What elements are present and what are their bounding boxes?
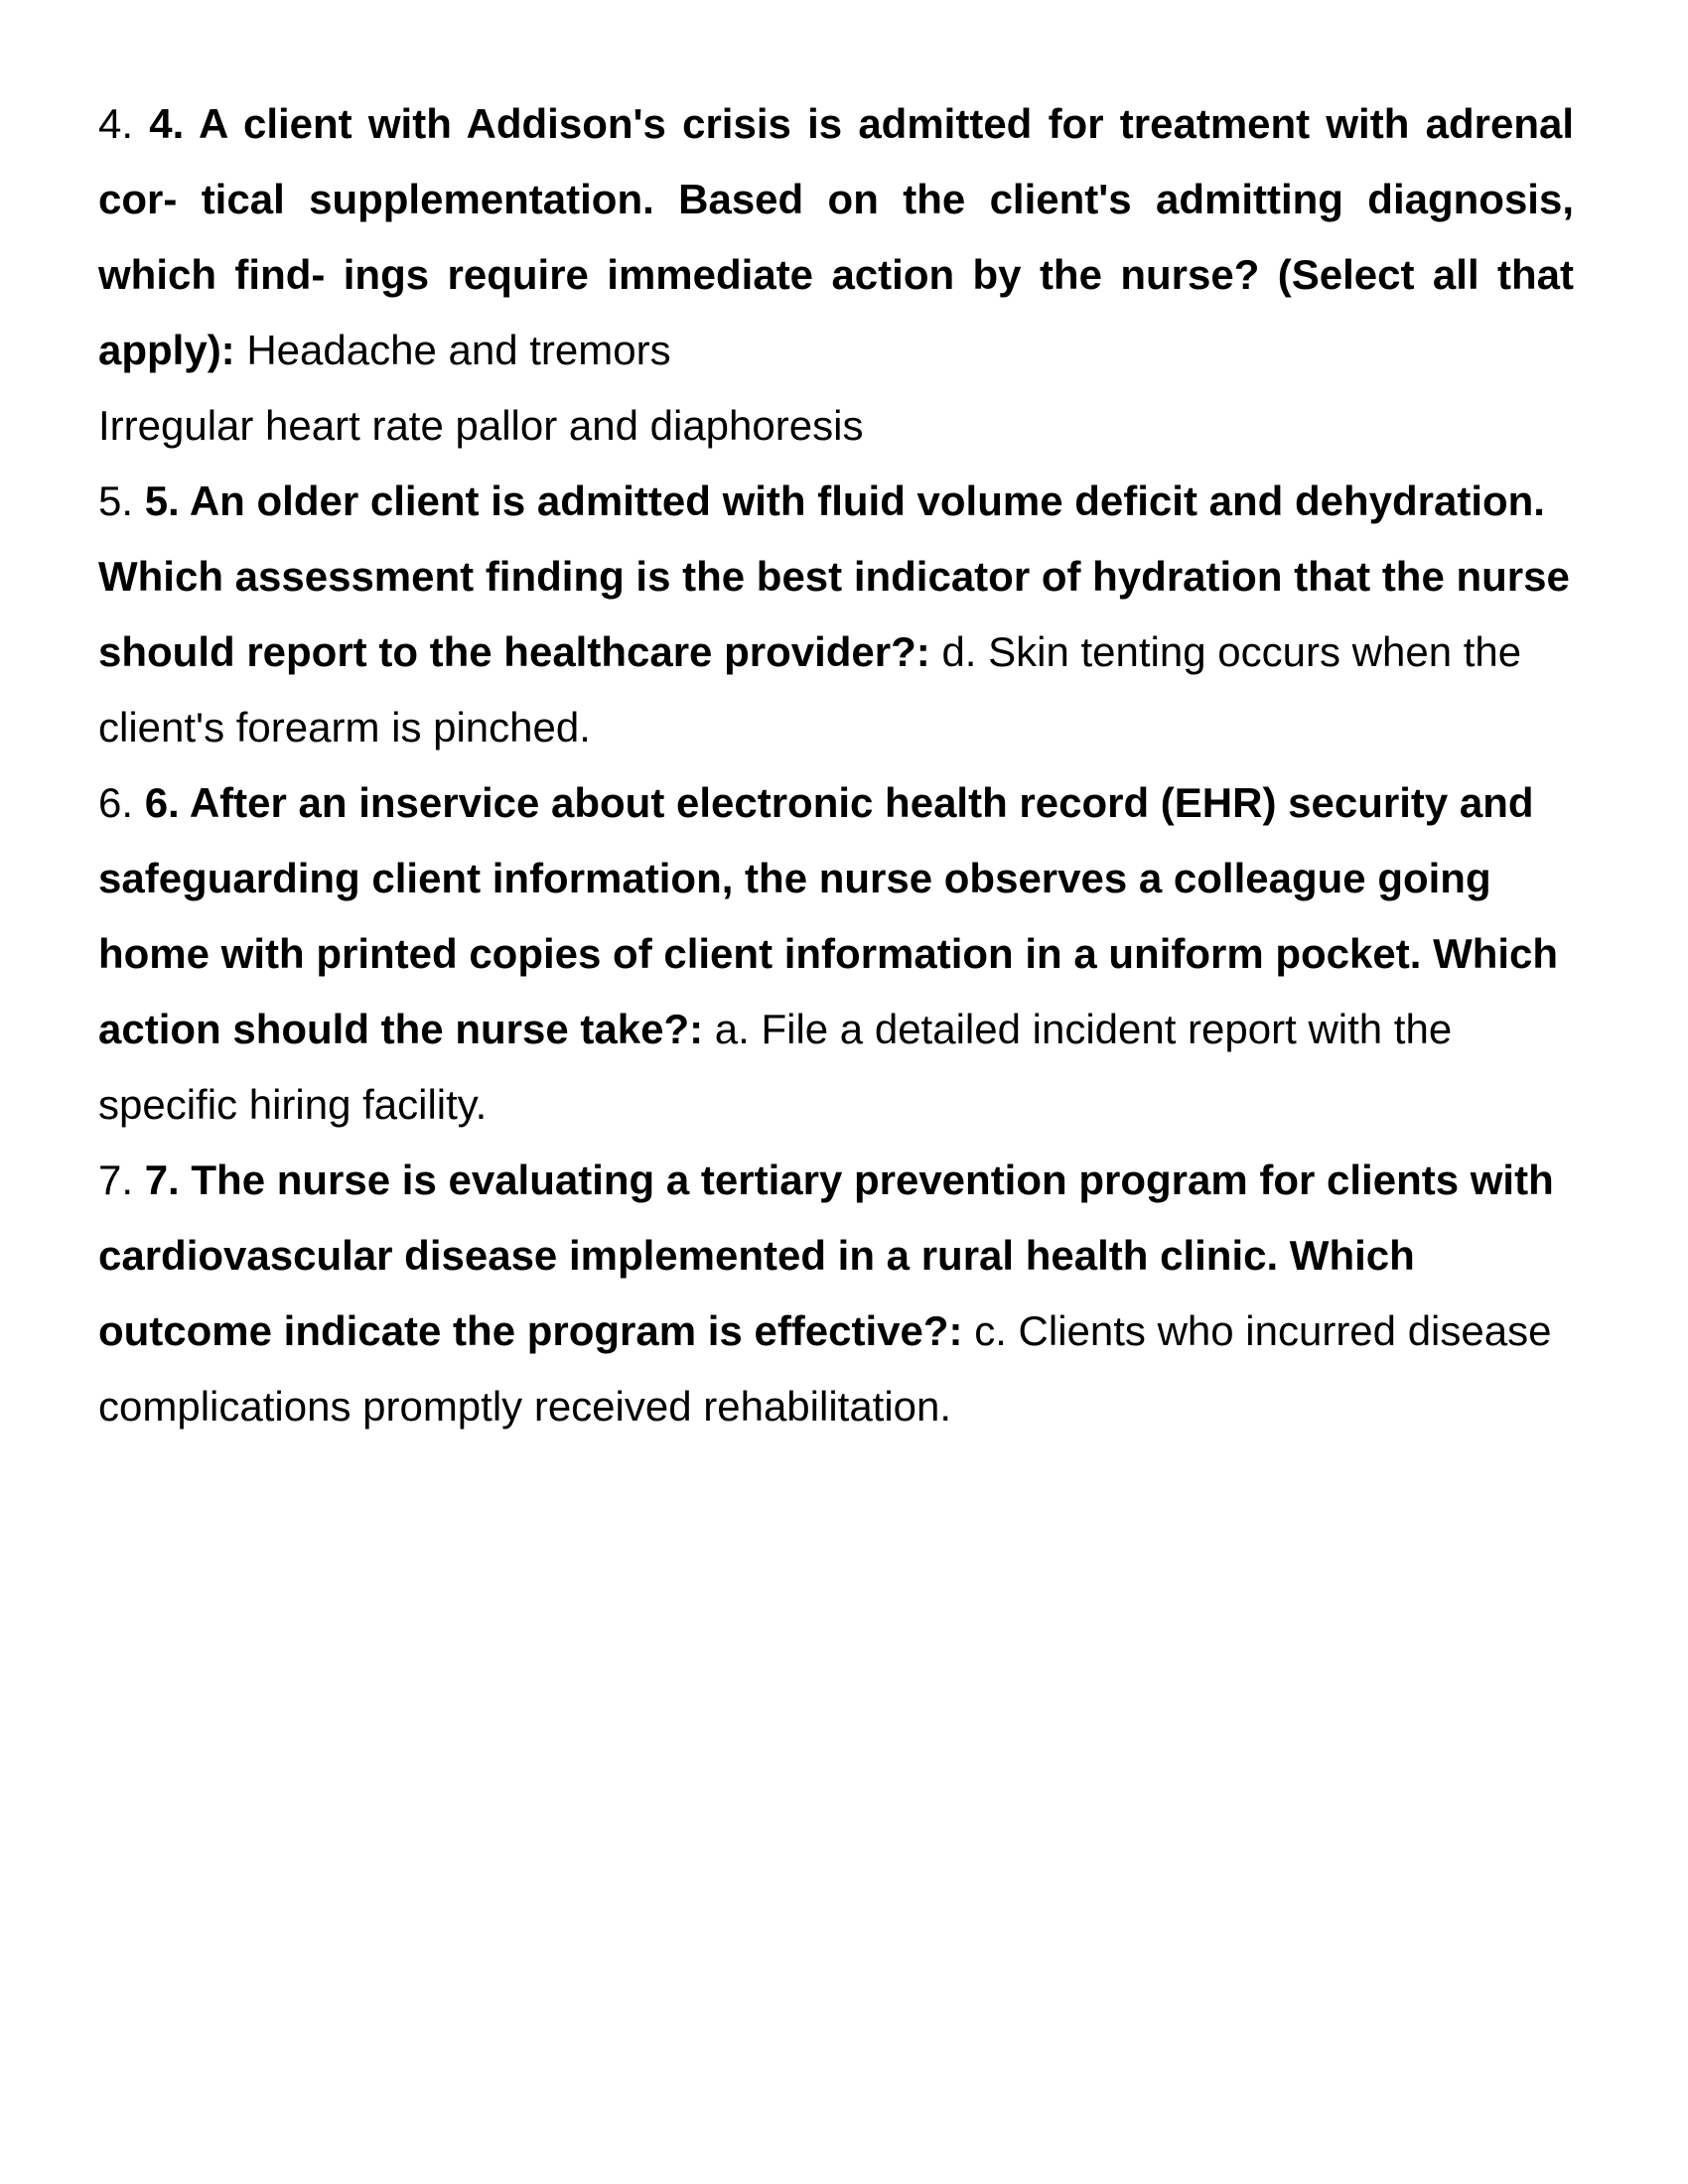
item-number: 6. <box>98 779 134 826</box>
item-number: 5. <box>98 478 134 524</box>
answer-text: c. Clients who incurred disease complications promptly received rehabilitation. <box>98 1307 1552 1430</box>
question-item-4 <box>98 86 1574 388</box>
item-number: 4. <box>98 100 134 147</box>
answer-text: Headache and tremors <box>246 327 671 373</box>
question-item-5 <box>98 464 1574 765</box>
question-text: 5. An older client is admitted with fluid volume deficit and dehydration. Which assessment finding is the best indicator of hydration that the nurse should report to the healthcare provider?: <box>98 478 1570 675</box>
answer-text: a. File a detailed incident report with the specific hiring facility. <box>98 1006 1453 1128</box>
item-number: 7. <box>98 1157 134 1203</box>
question-item-7 <box>98 1143 1574 1444</box>
answer-extra-text: Irregular heart rate pallor and diaphoresis <box>98 402 864 449</box>
question-text: 4. A client with Addison's crisis is admitted for treatment with adrenal cor- tical supplementation. Based on the client's admitting diagnosis, which find- ings require immediate action by the nurse? (Select all that apply): <box>98 100 1574 373</box>
question-item-6 <box>98 765 1574 1143</box>
question-text: 7. The nurse is evaluating a tertiary prevention program for clients with cardiovascular disease implemented in a rural health clinic. Which outcome indicate the program is effective?: <box>98 1157 1554 1354</box>
answer-extra-line <box>98 388 1574 464</box>
question-text: 6. After an inservice about electronic health record (EHR) security and safeguarding client information, the nurse observes a colleague going home with printed copies of client information in a uniform pocket. Which action should the nurse take?: <box>98 779 1559 1052</box>
answer-text: d. Skin tenting occurs when the client's forearm is pinched. <box>98 628 1522 751</box>
document-body <box>98 86 1574 1444</box>
